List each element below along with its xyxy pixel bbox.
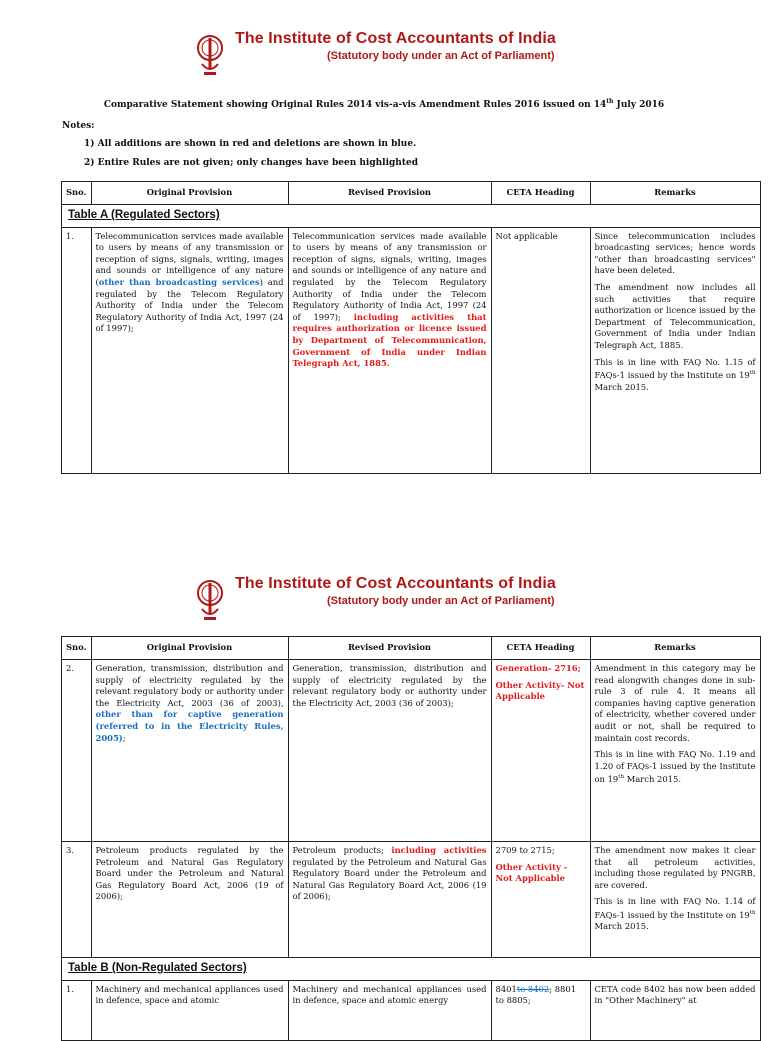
ceta-heading: Generation- 2716; Other Activity- Not Applicable bbox=[491, 660, 590, 842]
comparison-table-a bbox=[61, 181, 761, 474]
revised-provision: Petroleum products; including activities regulated by the Petroleum and Natural Gas Regulatory Board under the Petroleum and Natural Gas Regulatory Board Act, 2006 (19 of 2006); bbox=[288, 842, 491, 958]
col-revised: Revised Provision bbox=[288, 637, 491, 660]
col-revised: Revised Provision bbox=[288, 182, 491, 205]
row-sno: 1. bbox=[62, 980, 92, 1040]
org-name: The Institute of Cost Accountants of India bbox=[235, 575, 556, 592]
table-row bbox=[62, 227, 761, 473]
col-original: Original Provision bbox=[91, 637, 288, 660]
document-title: Comparative Statement showing Original Rules 2014 vis-a-vis Amendment Rules 2016 issued on 14th July 2016 bbox=[103, 98, 665, 110]
remarks: Since telecommunication includes broadcasting services; hence words "other than broadcasting services" have been deleted. The amendment now includes all such activities that require authorization or licence issued by the Department of Telecommunication, Government of India under Indian Telegraph Act, 1885. This is in line with FAQ No. 1.15 of FAQs-1 issued by the Institute on 19th March 2015. bbox=[590, 227, 760, 473]
org-subtitle: (Statutory body under an Act of Parliament) bbox=[327, 50, 555, 62]
remarks: The amendment now makes it clear that all petroleum activities, including those regulated by PNGRB, are covered. This is in line with FAQ No. 1.14 of FAQs-1 issued by the Institute on 19th March 2015. bbox=[590, 842, 760, 958]
org-subtitle: (Statutory body under an Act of Parliament) bbox=[327, 595, 555, 607]
original-provision: Generation, transmission, distribution and supply of electricity regulated by the relevant regulatory body or authority under the Electricity Act, 2003 (36 of 2003), other than for captive generation (referred to in the Electricity Rules, 2005); bbox=[91, 660, 288, 842]
comparison-table-continued bbox=[61, 636, 761, 1041]
revised-provision: Generation, transmission, distribution and supply of electricity regulated by the relevant regulatory body or authority under the Electricity Act, 2003 (36 of 2003); bbox=[288, 660, 491, 842]
col-ceta: CETA Heading bbox=[491, 182, 590, 205]
col-ceta: CETA Heading bbox=[491, 637, 590, 660]
table-row bbox=[62, 980, 761, 1040]
revised-provision: Machinery and mechanical appliances used in defence, space and atomic energy bbox=[288, 980, 491, 1040]
original-provision: Telecommunication services made available to users by means of any transmission or reception of signs, signals, writing, images and sounds or intelligence of any nature (other than broadcasting services) and regulated by the Telecom Regulatory Authority of India under the Telecom Regulatory Authority of India Act, 1997 (24 of 1997); bbox=[91, 227, 288, 473]
col-sno: Sno. bbox=[62, 637, 92, 660]
col-sno: Sno. bbox=[62, 182, 92, 205]
institute-emblem-icon bbox=[195, 575, 225, 625]
table-row bbox=[62, 842, 761, 958]
header-logo-block bbox=[195, 30, 556, 80]
col-remarks: Remarks bbox=[590, 182, 760, 205]
original-provision: Machinery and mechanical appliances used in defence, space and atomic bbox=[91, 980, 288, 1040]
ceta-heading: 8401to 8402; 8801 to 8805; bbox=[491, 980, 590, 1040]
remarks: Amendment in this category may be read alongwith changes done in sub-rule 3 of rule 4. It means all companies having captive generation of electricity, whether covered under audit or not, shall be required to maintain cost records. This is in line with FAQ No. 1.19 and 1.20 of FAQs-1 issued by the Institute on 19th March 2015. bbox=[590, 660, 760, 842]
header-logo-block-2 bbox=[195, 575, 556, 625]
row-sno: 2. bbox=[62, 660, 92, 842]
col-remarks: Remarks bbox=[590, 637, 760, 660]
col-original: Original Provision bbox=[91, 182, 288, 205]
table-row bbox=[62, 660, 761, 842]
notes-label: Notes: bbox=[62, 121, 95, 131]
section-title-table-a: Table A (Regulated Sectors) bbox=[62, 205, 761, 228]
original-provision: Petroleum products regulated by the Petroleum and Natural Gas Regulatory Board under the Petroleum and Natural Gas Regulatory Board Act, 2006 (19 of 2006); bbox=[91, 842, 288, 958]
table-header-row bbox=[62, 182, 761, 205]
section-title-table-b: Table B (Non-Regulated Sectors) bbox=[62, 958, 761, 981]
note-item-2: 2) Entire Rules are not given; only changes have been highlighted bbox=[84, 158, 419, 168]
note-item-1: 1) All additions are shown in red and deletions are shown in blue. bbox=[84, 139, 417, 149]
table-header-row bbox=[62, 637, 761, 660]
ceta-heading: 2709 to 2715; Other Activity - Not Applicable bbox=[491, 842, 590, 958]
remarks: CETA code 8402 has now been added in "Other Machinery" at bbox=[590, 980, 760, 1040]
institute-emblem-icon bbox=[195, 30, 225, 80]
row-sno: 1. bbox=[62, 227, 92, 473]
row-sno: 3. bbox=[62, 842, 92, 958]
revised-provision: Telecommunication services made available to users by means of any transmission or reception of signs, signals, writing, images and sounds or intelligence of any nature and regulated by the Telecom Regulatory Authority of India under the Telecom Regulatory Authority of India Act, 1997 (24 of 1997); including activities that requires authorization or licence issued by Department of Telecommunication, Government of India under Indian Telegraph Act, 1885. bbox=[288, 227, 491, 473]
ceta-heading: Not applicable bbox=[491, 227, 590, 473]
org-name: The Institute of Cost Accountants of India bbox=[235, 30, 556, 47]
